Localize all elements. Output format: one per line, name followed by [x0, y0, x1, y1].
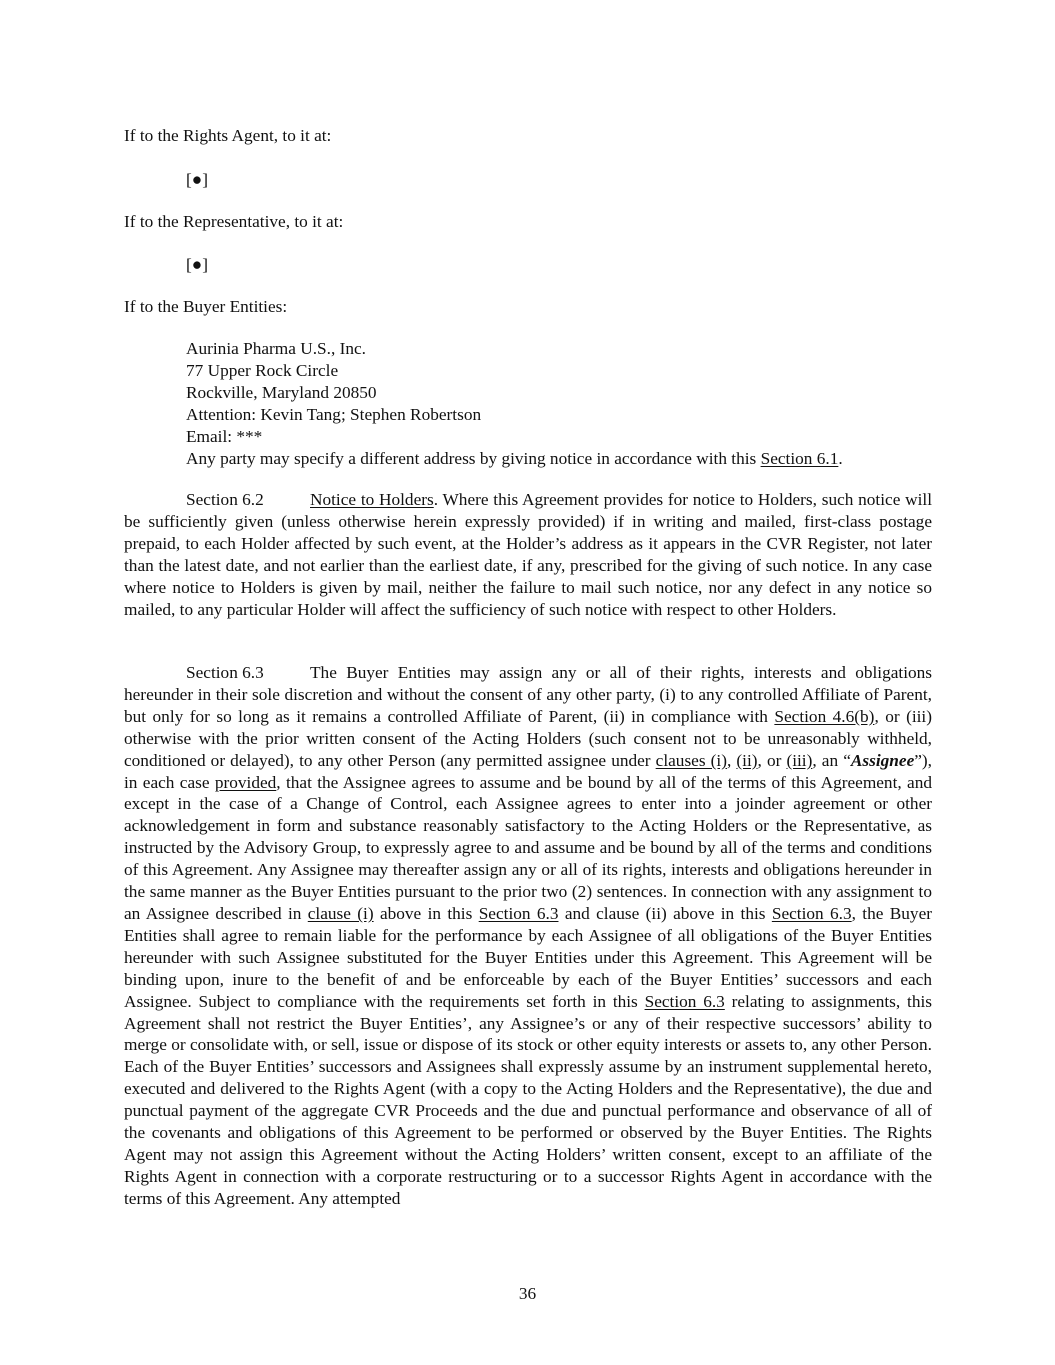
buyer-address-block: [186, 338, 932, 469]
buyer-intro: If to the Buyer Entities:: [124, 297, 288, 316]
section-6-2-paragraph: [124, 489, 932, 620]
page-number: 36: [518, 1284, 537, 1303]
clause-i-reference: clause (i): [307, 903, 374, 923]
section-6-2-heading: Notice to Holders: [310, 490, 434, 509]
buyer-address-line: 77 Upper Rock Circle: [186, 360, 339, 380]
representative-address: [●]: [186, 255, 208, 274]
clauses-i-reference: clauses (i): [655, 750, 727, 770]
buyer-address-line: Email: ***: [186, 426, 263, 446]
section-6-3-paragraph: Section 6.3 The Buyer Entities may assign any or all of their rights, interests and obligations hereunder in their sole discretion and without the consent of any other party, (i) to any controlled Affiliate of Parent, but only for so long as it remains a controlled Affiliate of Parent, (ii) in compliance with Section 4.6(b), or (iii) otherwise with the prior written consent of the Acting Holders (such consent not to be unreasonably withheld, conditioned or delayed), to any other Person (any permitted assignee under clauses (i), (ii), or (iii), an “Assignee”), in each case provided, that the Assignee agrees to assume and be bound by all of the terms of this Agreement, and except in the case of a Change of Control, each Assignee agrees to enter into a joinder agreement or other acknowledgement in form and substance reasonably satisfactory to the Acting Holders or the Representative, as instructed by the Advisory Group, to expressly agree to and assume and be bound by all of the terms and conditions of this Agreement. Any Assignee may thereafter assign any or all of its rights, interests and obligations hereunder in the same manner as the Buyer Entities pursuant to the prior two (2) sentences. In connection with any assignment to an Assignee described in clause (i) above in this Section 6.3 and clause (ii) above in this Section 6.3, the Buyer Entities shall agree to remain liable for the performance by each Assignee of all obligations of the Buyer Entities hereunder with such Assignee substituted for the Buyer Entities under this Agreement. This Agreement will be binding upon, inure to the benefit of and be enforceable by each of the Buyer Entities’ successors and each Assignee. Subject to compliance with the requirements set forth in this Section 6.3 relating to assignments, this Agreement shall not restrict the Buyer Entities’, any Assignee’s or any of their respective successors’ ability to merge or consolidate with, or sell, issue or dispose of its stock or other equity interests or assets to, any other Person. Each of the Buyer Entities’ successors and Assignees shall expressly assume by an instrument supplemental hereto, executed and delivered to the Rights Agent (with a copy to the Acting Holders and the Representative), the due and punctual payment of the aggregate CVR Proceeds and the due and punctual performance and observance of all of the covenants and obligations of this Agreement to be performed or observed by the Buyer Entities. The Rights Agent may not assign this Agreement without the Acting Holders’ written consent, except to an affiliate of the Rights Agent in connection with a corporate restructuring or to a successor Rights Agent in accordance with the terms of this Agreement. Any attempted: [124, 663, 933, 1208]
assignee-defined-term: Assignee: [850, 750, 915, 770]
section-6-3-reference: Section 6.3: [478, 903, 559, 923]
rights-agent-intro: If to the Rights Agent, to it at:: [124, 126, 332, 145]
section-6-3-reference: Section 6.3: [644, 991, 725, 1011]
buyer-address-line: Aurinia Pharma U.S., Inc.: [186, 339, 366, 358]
provided-term: provided: [214, 772, 277, 792]
section-4-6b-reference: Section 4.6(b): [774, 706, 875, 726]
section-6-2-body: . Where this Agreement provides for notice to Holders, such notice will be sufficiently given (unless otherwise herein expressly provided) if in writing and mailed, first-class postage prepaid, to each Holder affected by such event, at the Holder’s address as it appears in the CVR Register, not later than the latest date, and not earlier than the earliest date, if any, prescribed for the giving of such notice. In any case where notice to Holders is given by mail, neither the failure to mail such notice, nor any defect in any notice so mailed, to any particular Holder will affect the sufficiency of such notice with respect to other Holders.: [124, 490, 933, 619]
buyer-address-line: Rockville, Maryland 20850: [186, 382, 377, 402]
rights-agent-address: [●]: [186, 170, 208, 189]
section-6-2-number: Section 6.2: [186, 490, 264, 509]
section-6-1-reference: Section 6.1: [760, 448, 839, 468]
section-6-3-number: Section 6.3: [186, 663, 264, 682]
buyer-address-line: Attention: Kevin Tang; Stephen Robertson: [186, 404, 482, 424]
clause-ii-reference: (ii): [736, 750, 758, 770]
section-6-3-reference: Section 6.3: [771, 903, 852, 923]
clause-iii-reference: (iii): [786, 750, 813, 770]
representative-intro: If to the Representative, to it at:: [124, 212, 344, 231]
change-address-sentence: Any party may specify a different address by giving notice in accordance with this Section 6.1.: [186, 448, 843, 468]
